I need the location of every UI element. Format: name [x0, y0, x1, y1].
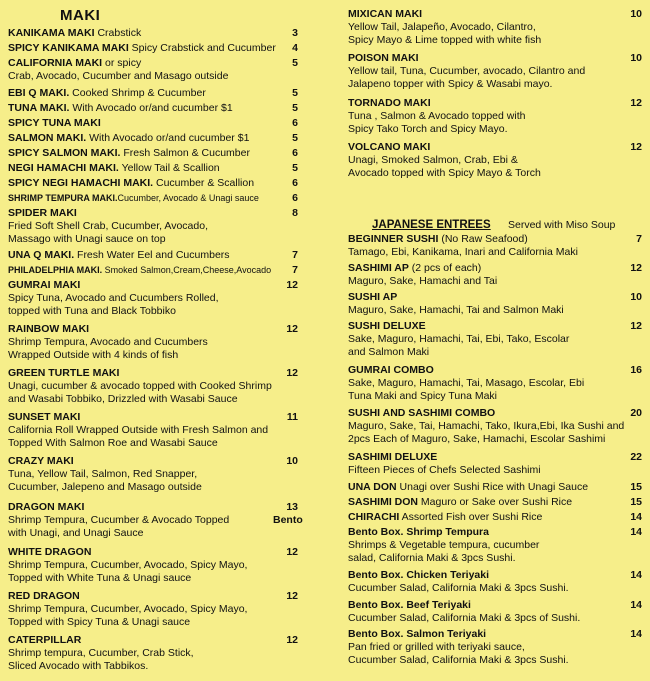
item-description: topped with Tuna and Black Tobbiko — [8, 305, 176, 317]
item-price: 10 — [630, 52, 642, 64]
item-price: 4 — [292, 42, 298, 54]
menu-item — [348, 291, 642, 317]
maki-title: MAKI — [60, 7, 101, 24]
item-description: Spicy Tuna, Avocado and Cucumbers Rolled, — [8, 292, 219, 304]
item-price: 7 — [292, 249, 298, 261]
menu-item — [8, 42, 298, 55]
item-price: 12 — [286, 279, 298, 291]
menu-item — [8, 249, 298, 262]
item-description: Tuna, Yellow Tail, Salmon, Red Snapper, — [8, 468, 198, 480]
item-price: 7 — [636, 233, 642, 245]
menu-item — [348, 511, 642, 524]
item-name: MIXICAN MAKI — [348, 8, 423, 20]
item-name: RED DRAGON — [8, 590, 80, 602]
menu-item — [348, 8, 642, 47]
menu-item — [348, 526, 642, 565]
item-desc: Fresh Water Eel and Cucumbers — [74, 249, 230, 261]
item-desc: Cucumber & Scallion — [153, 177, 255, 189]
item-price: 7 — [292, 264, 298, 276]
item-desc: Assorted Fish over Sushi Rice — [399, 511, 543, 523]
item-name: SHRIMP TEMPURA MAKI. — [8, 193, 118, 203]
item-description: Cucumber Salad, California Maki & 3pcs Sushi. — [348, 582, 569, 594]
item-description: Cucumber Salad, California Maki & 3pcs Sushi. — [348, 654, 569, 666]
menu-item — [8, 27, 298, 40]
item-price: 5 — [292, 132, 298, 144]
menu-item — [8, 87, 298, 100]
menu-item — [8, 147, 298, 160]
item-name: EBI Q MAKI. — [8, 87, 70, 99]
menu-item — [8, 411, 298, 450]
item-name: GUMRAI MAKI — [8, 279, 81, 291]
maki-column — [8, 0, 303, 681]
item-price: 15 — [630, 481, 642, 493]
item-price: 10 — [286, 455, 298, 467]
menu-item — [8, 634, 298, 673]
item-description: and Salmon Maki — [348, 346, 430, 358]
item-name: VOLCANO MAKI — [348, 141, 431, 153]
item-price: 12 — [286, 590, 298, 602]
item-desc: Maguro or Sake over Sushi Rice — [418, 496, 573, 508]
item-price: 14 — [630, 526, 642, 538]
item-description: Shrimps & Vegetable tempura, cucumber — [348, 539, 540, 551]
item-description: Massago with Unagi sauce on top — [8, 233, 166, 245]
bento-label: Bento — [273, 514, 303, 526]
item-desc: Fresh Salmon & Cucumber — [120, 147, 250, 159]
item-price: 6 — [292, 192, 298, 204]
item-description: Sake, Maguro, Hamachi, Tai, Ebi, Tako, Escolar — [348, 333, 570, 345]
item-name: CRAZY MAKI — [8, 455, 74, 467]
menu-item — [8, 367, 298, 406]
menu-item — [348, 628, 642, 667]
item-name: POISON MAKI — [348, 52, 419, 64]
item-price: 5 — [292, 102, 298, 114]
item-price: 12 — [630, 141, 642, 153]
item-description: Tuna , Salmon & Avocado topped with — [348, 110, 526, 122]
item-description: Wrapped Outside with 4 kinds of fish — [8, 349, 179, 361]
item-description: salad, California Maki & 3pcs Sushi. — [348, 552, 516, 564]
item-name: SPICY KANIKAMA MAKI — [8, 42, 129, 54]
item-name: SPICY TUNA MAKI — [8, 117, 101, 129]
item-desc: Smoked Salmon,Cream,Cheese,Avocado — [102, 265, 272, 275]
item-price: 14 — [630, 628, 642, 640]
menu-item — [348, 262, 642, 288]
item-description: Jalapeno topper with Spicy & Wasabi mayo. — [348, 78, 553, 90]
menu-item — [348, 407, 642, 446]
menu-item — [8, 177, 298, 190]
item-description: Maguro, Sake, Tai, Hamachi, Tako, Ikura,Ebi, Ika Sushi and — [348, 420, 625, 432]
item-price: 10 — [630, 291, 642, 303]
menu-item — [8, 192, 298, 205]
item-description: Fifteen Pieces of Chefs Selected Sashimi — [348, 464, 541, 476]
item-price: 14 — [630, 599, 642, 611]
item-description: 2pcs Each of Maguro, Sake, Hamachi, Escolar Sashimi — [348, 433, 606, 445]
item-desc: Spicy Crabstick and Cucumber — [128, 42, 276, 54]
item-name: GREEN TURTLE MAKI — [8, 367, 120, 379]
item-price: 11 — [286, 411, 298, 423]
item-desc: With Avocado or/and cucumber $1 — [86, 132, 250, 144]
item-desc: With Avocado or/and cucumber $1 — [69, 102, 233, 114]
item-description: Crab, Avocado, Cucumber and Masago outside — [8, 70, 229, 82]
item-price: 3 — [292, 27, 298, 39]
item-name: SASHIMI DELUXE — [348, 451, 438, 463]
item-desc: Unagi over Sushi Rice with Unagi Sauce — [396, 481, 589, 493]
item-desc: or spicy — [102, 57, 142, 69]
menu-item — [348, 451, 642, 477]
item-price: 5 — [292, 87, 298, 99]
item-price: 16 — [630, 364, 642, 376]
item-name: SUSHI DELUXE — [348, 320, 426, 332]
item-price: 12 — [286, 546, 298, 558]
item-description: Shrimp Tempura, Cucumber, Avocado, Spicy Mayo, — [8, 559, 248, 571]
item-price: 12 — [286, 367, 298, 379]
item-description: Topped with White Tuna & Unagi sauce — [8, 572, 192, 584]
item-price: 12 — [630, 97, 642, 109]
item-name: TORNADO MAKI — [348, 97, 431, 109]
item-name: WHITE DRAGON — [8, 546, 92, 558]
item-description: Cucumber, Jalepeno and Masago outside — [8, 481, 202, 493]
item-description: Unagi, Smoked Salmon, Crab, Ebi & — [348, 154, 518, 166]
item-desc: (No Raw Seafood) — [438, 233, 528, 245]
item-desc: Cooked Shrimp & Cucumber — [69, 87, 206, 99]
item-description: Yellow tail, Tuna, Cucumber, avocado, Cilantro and — [348, 65, 586, 77]
item-price: 12 — [286, 323, 298, 335]
item-description: Avocado topped with Spicy Mayo & Torch — [348, 167, 541, 179]
item-price: 12 — [630, 320, 642, 332]
item-name: Bento Box. Salmon Teriyaki — [348, 628, 487, 640]
item-name: Bento Box. Chicken Teriyaki — [348, 569, 490, 581]
item-description: Spicy Tako Torch and Spicy Mayo. — [348, 123, 508, 135]
menu-item — [348, 320, 642, 359]
item-description: Shrimp Tempura, Cucumber & Avocado Topped — [8, 514, 230, 526]
entrees-title: JAPANESE ENTREES — [372, 219, 491, 231]
item-price: 14 — [630, 569, 642, 581]
menu-item — [348, 481, 642, 494]
item-description: Maguro, Sake, Hamachi and Tai — [348, 275, 498, 287]
item-name: CALIFORNIA MAKI — [8, 57, 103, 69]
item-name: SUSHI AND SASHIMI COMBO — [348, 407, 496, 419]
item-description: Tamago, Ebi, Kanikama, Inari and California Maki — [348, 246, 578, 258]
item-name: SASHIMI AP — [348, 262, 409, 274]
menu-item — [348, 141, 642, 180]
item-description: Maguro, Sake, Hamachi, Tai and Salmon Maki — [348, 304, 564, 316]
item-price: 6 — [292, 147, 298, 159]
menu-item — [8, 279, 298, 318]
item-price: 5 — [292, 162, 298, 174]
item-price: 13 — [286, 501, 298, 513]
menu-item — [348, 364, 642, 403]
menu-item — [348, 52, 642, 91]
item-price: 10 — [630, 8, 642, 20]
item-name: PHILADELPHIA MAKI. — [8, 265, 103, 275]
item-price: 5 — [292, 57, 298, 69]
item-name: SPICY SALMON MAKI. — [8, 147, 121, 159]
item-name: SUSHI AP — [348, 291, 398, 303]
item-description: Tuna Maki and Spicy Tuna Maki — [348, 390, 498, 402]
menu-item — [8, 117, 298, 130]
item-name: Bento Box. Shrimp Tempura — [348, 526, 489, 538]
item-name: TUNA MAKI. — [8, 102, 70, 114]
item-price: 6 — [292, 177, 298, 189]
menu-item — [8, 57, 298, 83]
item-price: 6 — [292, 117, 298, 129]
item-desc: Cucumber, Avocado & Unagi sauce — [117, 193, 259, 203]
item-description: Spicy Mayo & Lime topped with white fish — [348, 34, 542, 46]
item-name: Bento Box. Beef Teriyaki — [348, 599, 471, 611]
item-price: 12 — [286, 634, 298, 646]
menu-item — [8, 323, 298, 362]
menu-item — [8, 546, 298, 585]
item-name: SUNSET MAKI — [8, 411, 81, 423]
item-name: DRAGON MAKI — [8, 501, 85, 513]
item-price: 15 — [630, 496, 642, 508]
menu-item — [348, 569, 642, 595]
menu-item — [348, 97, 642, 136]
item-name: CATERPILLAR — [8, 634, 82, 646]
menu-item — [8, 207, 298, 246]
item-name: RAINBOW MAKI — [8, 323, 90, 335]
item-name: CHIRACHI — [348, 511, 400, 523]
item-name: UNA DON — [348, 481, 397, 493]
item-price: 22 — [630, 451, 642, 463]
item-description: Topped With Salmon Roe and Wasabi Sauce — [8, 437, 218, 449]
item-name: SASHIMI DON — [348, 496, 419, 508]
item-name: GUMRAI COMBO — [348, 364, 434, 376]
item-name: NEGI HAMACHI MAKI. — [8, 162, 119, 174]
item-price: 20 — [630, 407, 642, 419]
item-desc: Yellow Tail & Scallion — [118, 162, 220, 174]
item-price: 8 — [292, 207, 298, 219]
menu-item — [8, 501, 298, 540]
item-description: Shrimp Tempura, Cucumber, Avocado, Spicy Mayo, — [8, 603, 248, 615]
menu-item — [8, 132, 298, 145]
item-description: Shrimp tempura, Cucumber, Crab Stick, — [8, 647, 194, 659]
item-description: Sake, Maguro, Hamachi, Tai, Masago, Escolar, Ebi — [348, 377, 585, 389]
item-description: California Roll Wrapped Outside with Fresh Salmon and — [8, 424, 269, 436]
item-description: Topped with Spicy Tuna & Unagi sauce — [8, 616, 191, 628]
item-name: KANIKAMA MAKI — [8, 27, 95, 39]
menu-item — [348, 496, 642, 509]
item-description: and Wasabi Tobbiko, Drizzled with Wasabi Sauce — [8, 393, 238, 405]
menu-item — [348, 233, 642, 259]
menu-item — [8, 455, 298, 494]
menu-item — [8, 102, 298, 115]
item-description: Shrimp Tempura, Avocado and Cucumbers — [8, 336, 208, 348]
item-desc: Crabstick — [94, 27, 142, 39]
item-description: Pan fried or grilled with teriyaki sauce, — [348, 641, 525, 653]
item-price: 12 — [630, 262, 642, 274]
item-description: Sliced Avocado with Tabbikos. — [8, 660, 149, 672]
item-description: Unagi, cucumber & avocado topped with Cooked Shrimp — [8, 380, 272, 392]
item-desc: (2 pcs of each) — [408, 262, 482, 274]
right-column — [348, 0, 642, 681]
item-name: SPICY NEGI HAMACHI MAKI. — [8, 177, 154, 189]
item-description: with Unagi, and Unagi Sauce — [8, 527, 144, 539]
entrees-note: Served with Miso Soup — [508, 219, 616, 231]
menu-item — [8, 264, 298, 277]
item-description: Fried Soft Shell Crab, Cucumber, Avocado, — [8, 220, 208, 232]
item-name: SALMON MAKI. — [8, 132, 87, 144]
item-price: 14 — [630, 511, 642, 523]
item-name: UNA Q MAKI. — [8, 249, 75, 261]
menu-item — [348, 599, 642, 625]
menu-item — [8, 590, 298, 629]
menu-item — [8, 162, 298, 175]
item-description: Cucumber Salad, California Maki & 3pcs of Sushi. — [348, 612, 581, 624]
item-name: SPIDER MAKI — [8, 207, 77, 219]
item-name: BEGINNER SUSHI — [348, 233, 439, 245]
item-description: Yellow Tail, Jalapeño, Avocado, Cilantro, — [348, 21, 536, 33]
